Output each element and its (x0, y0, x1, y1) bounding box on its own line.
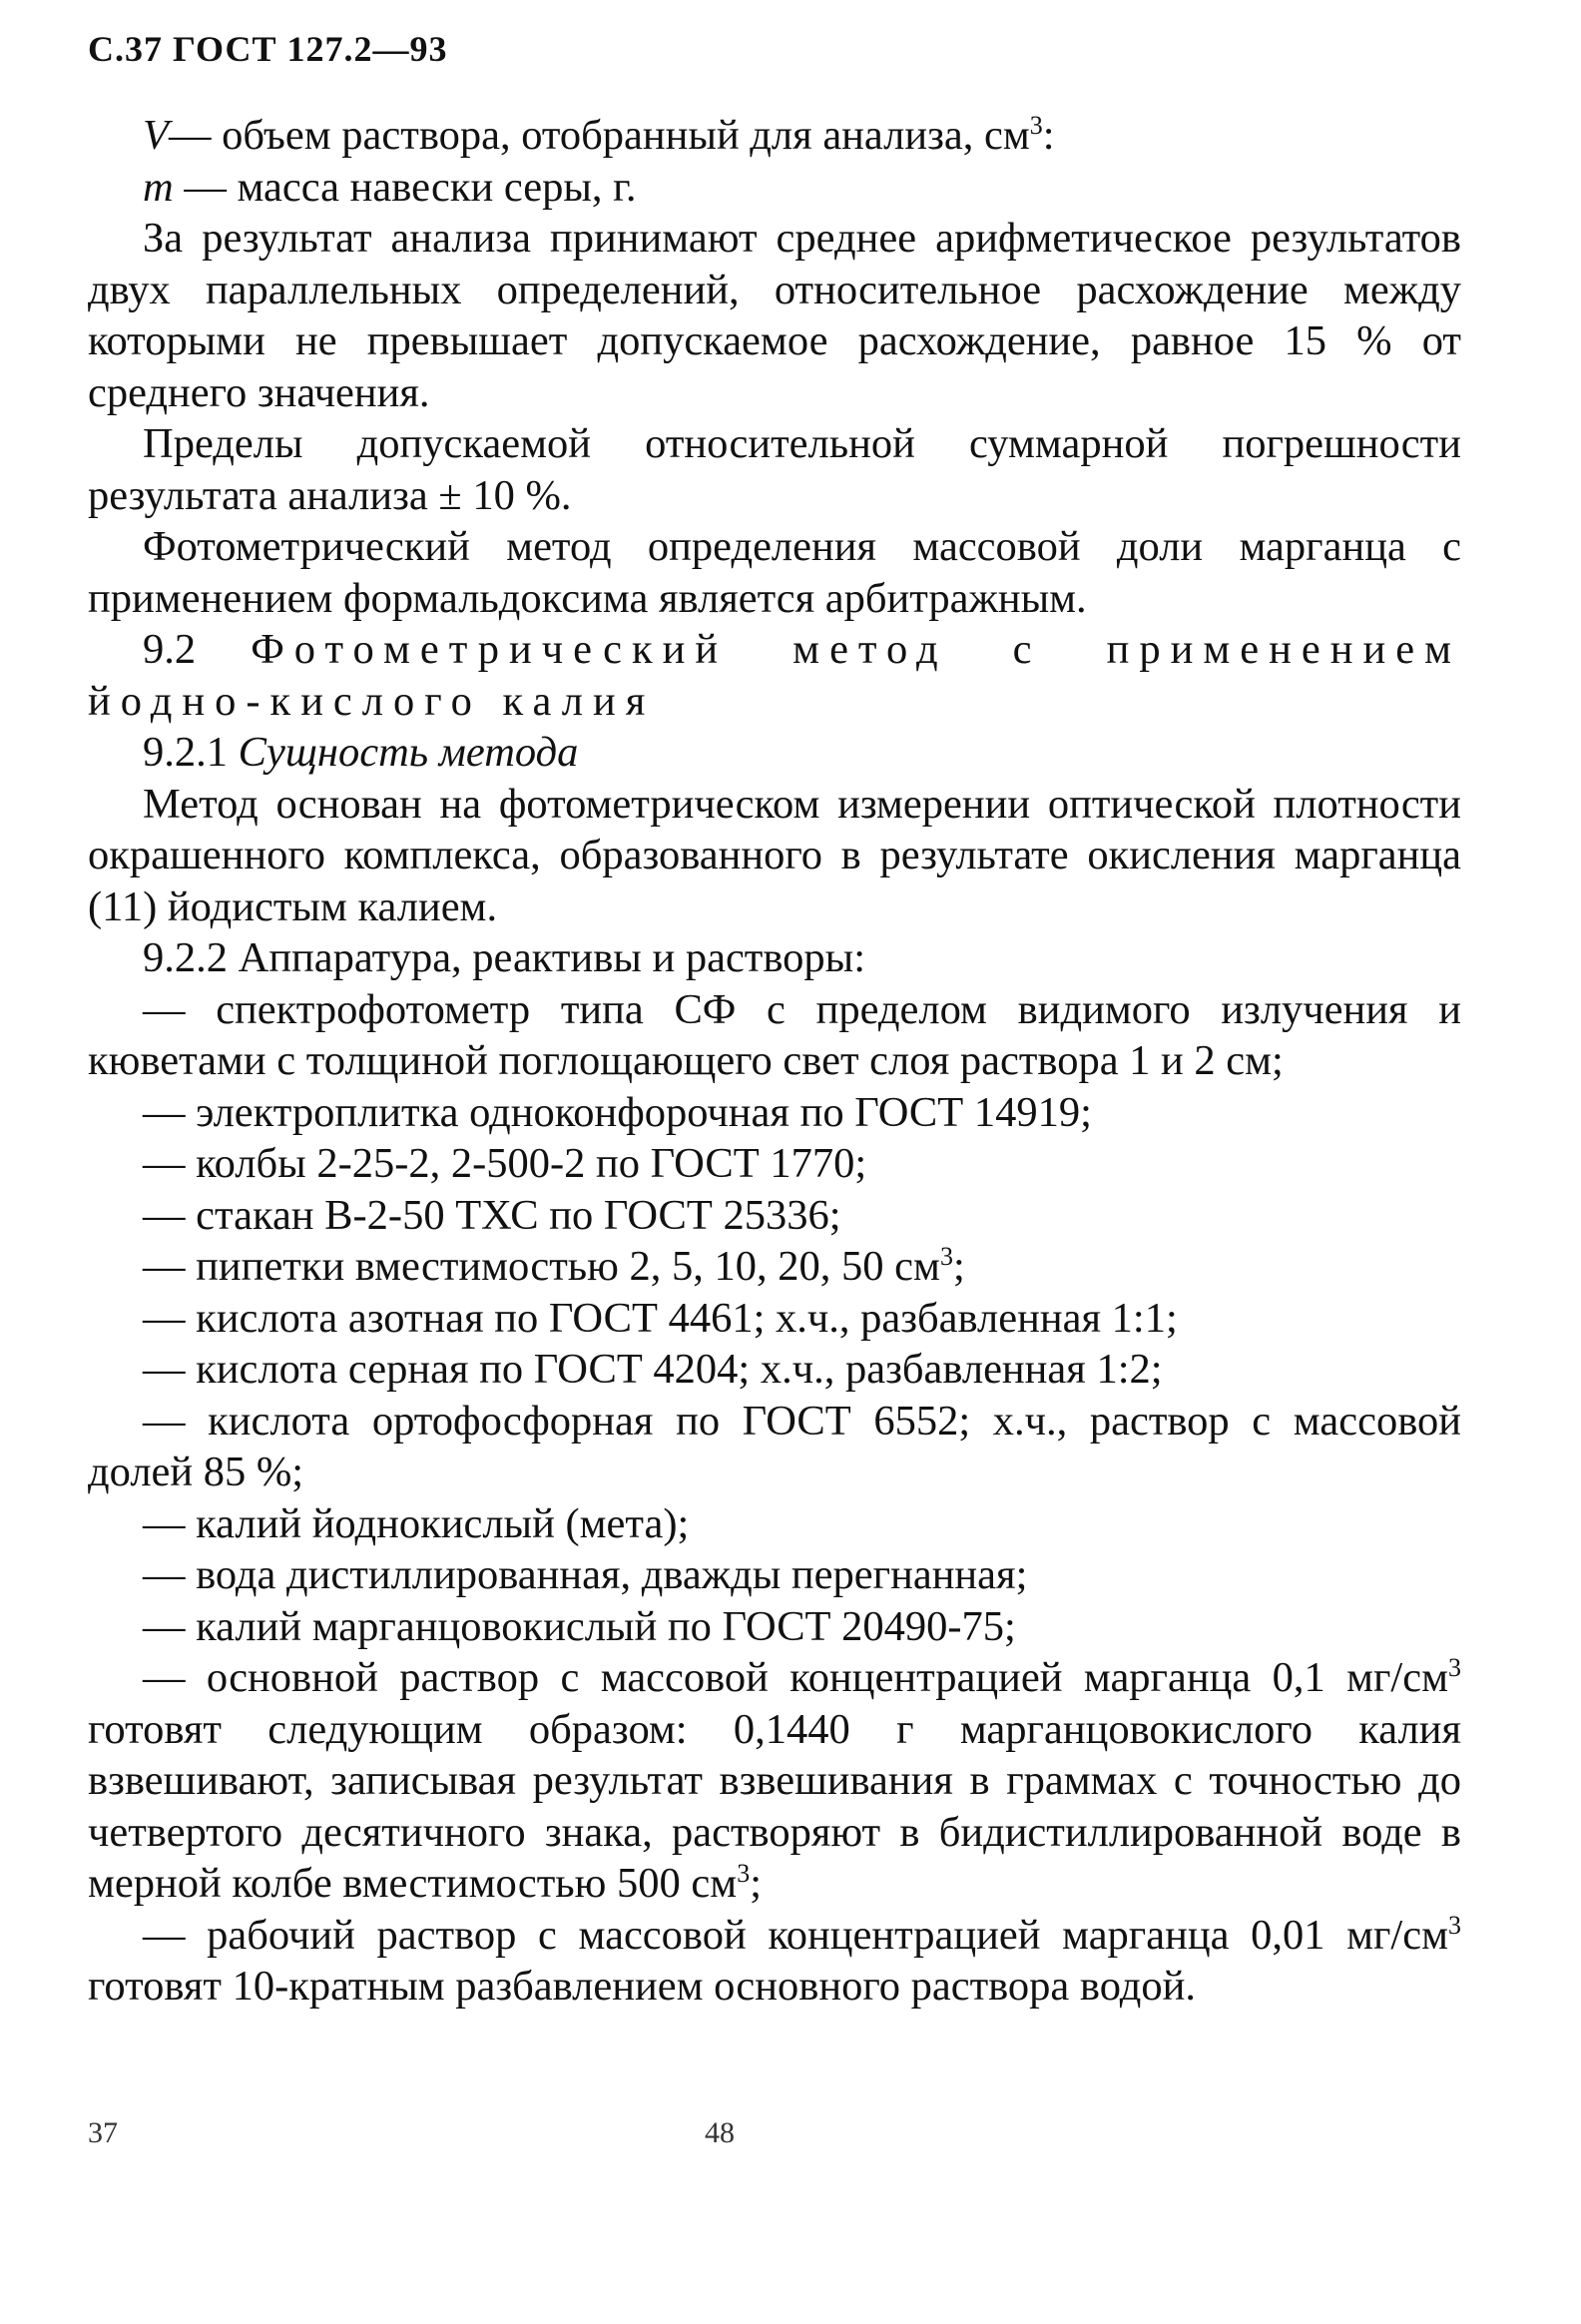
list-item (88, 1652, 1461, 1910)
subsection-title: Сущность метода (238, 729, 579, 776)
paragraph-apparatus: 9.2.2 Аппаратура, реактивы и растворы: (143, 934, 866, 981)
symbol-m: m (143, 163, 174, 211)
list-item: — калий йоднокислый (мета); (143, 1499, 690, 1547)
definition-m-text: — масса навески серы, г. (173, 163, 637, 211)
subsection-heading-9-2-1 (88, 727, 1461, 779)
list-item: — кислота серная по ГОСТ 4204; х.ч., разбавленная 1:2; (143, 1346, 1163, 1393)
section-title: Фотометрический метод с применением йодно-кислого калия (88, 626, 1461, 725)
superscript: 3 (1448, 1910, 1461, 1940)
list-item-text: — рабочий раствор с массовой концентрацией марганца 0,01 мг/см (143, 1911, 1448, 1959)
definition-m (88, 162, 1461, 214)
punctuation: : (1042, 112, 1055, 159)
list-item (88, 1241, 1461, 1293)
footer-left-page-number: 37 (88, 2116, 118, 2149)
subsection-number: 9.2.1 (143, 729, 239, 776)
list-item: — спектрофотометр типа СФ с пределом видимого излучения и кюветами с толщиной поглощающего свет слоя раствора 1 и 2 см; (88, 985, 1461, 1084)
superscript: 3 (737, 1858, 751, 1888)
list-item: — кислота азотная по ГОСТ 4461; х.ч., разбавленная 1:1; (143, 1294, 1178, 1342)
list-item-text: — пипетки вместимостью 2, 5, 10, 20, 50 см (143, 1243, 940, 1290)
list-item: — вода дистиллированная, дважды перегнанная; (143, 1551, 1028, 1598)
list-item: — стакан В-2-50 ТХС по ГОСТ 25336; (143, 1191, 841, 1239)
section-heading-9-2 (88, 624, 1461, 727)
superscript: 3 (939, 1241, 953, 1271)
punctuation: ; (750, 1860, 762, 1907)
page-header: С.37 ГОСТ 127.2—93 (88, 29, 448, 69)
paragraph-result: За результат анализа принимают среднее арифметическое результатов двух параллельных определений, относительное расхождение между которыми не превышает допускаемое расхождение, равное 15 % от среднего значения. (88, 215, 1461, 416)
symbol-v: V (143, 112, 169, 159)
paragraph-error-limits: Пределы допускаемой относительной суммарной погрешности результата анализа ± 10 %. (88, 420, 1461, 519)
definition-v (88, 110, 1461, 162)
document-body (88, 110, 1461, 2013)
section-number: 9.2 (143, 626, 252, 673)
superscript: 3 (1029, 110, 1043, 140)
definition-v-text: — объем раствора, отобранный для анализа, см (168, 112, 1030, 159)
list-item-text: готовят следующим образом: 0,1440 г марганцовокислого калия взвешивают, записывая результат взвешивания в граммах с точностью до четвертого десятичного знака, растворяют в бидистиллированной воде в мерной колбе вместимостью 500 см (88, 1705, 1461, 1907)
paragraph-method: Метод основан на фотометрическом измерении оптической плотности окрашенного комплекса, образованного в результате окисления марганца (11) йодистым калием. (88, 780, 1461, 930)
list-item: — электроплитка одноконфорочная по ГОСТ 14919; (143, 1088, 1092, 1136)
paragraph-arbitration: Фотометрический метод определения массовой доли марганца с применением формальдоксима является арбитражным. (88, 523, 1461, 622)
list-item: — кислота ортофосфорная по ГОСТ 6552; х.ч., раствор с массовой долей 85 %; (88, 1397, 1461, 1495)
list-item: — колбы 2-25-2, 2-500-2 по ГОСТ 1770; (143, 1140, 867, 1187)
punctuation: ; (952, 1243, 965, 1290)
list-item (88, 1910, 1461, 2013)
list-item: — калий марганцовокислый по ГОСТ 20490-75; (143, 1602, 1016, 1650)
list-item-text: — основной раствор с массовой концентрацией марганца 0,1 мг/см (143, 1654, 1448, 1701)
superscript: 3 (1448, 1652, 1461, 1682)
footer-center-page-number: 48 (705, 2116, 735, 2149)
list-item-text: готовят 10-кратным разбавлением основного раствора водой. (88, 1963, 1196, 2010)
